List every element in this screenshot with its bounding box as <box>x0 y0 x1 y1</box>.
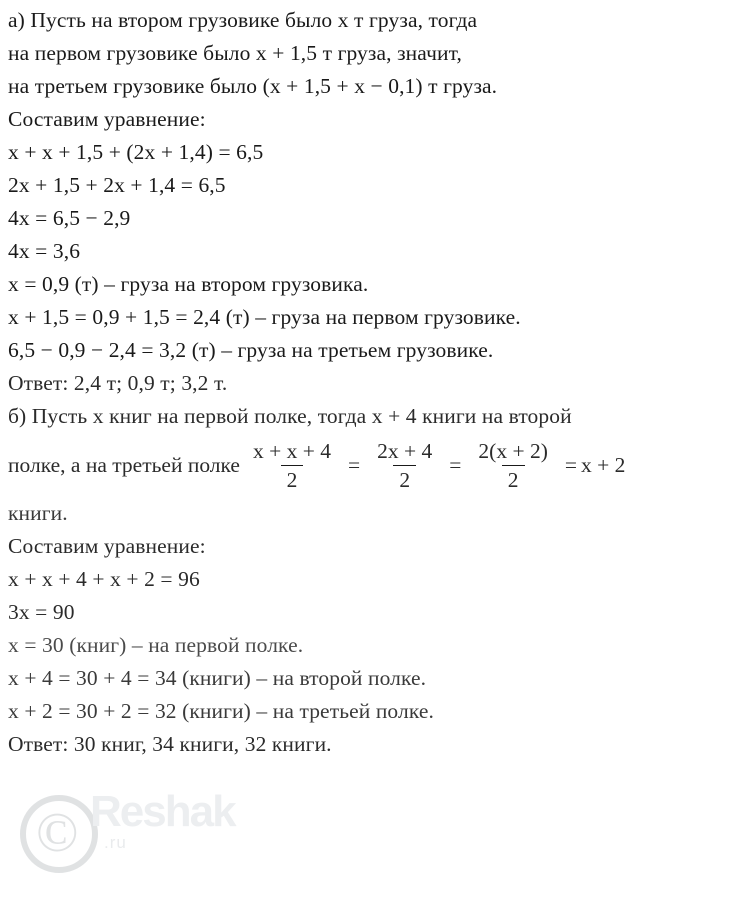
equals-sign-3: = <box>564 453 578 477</box>
watermark-circle <box>20 795 98 873</box>
answer-line-a: Ответ: 2,4 т; 0,9 т; 3,2 т. <box>8 371 228 395</box>
fraction-1 <box>247 438 337 493</box>
text-line: книги. <box>8 501 68 525</box>
fraction-3-numerator: 2(x + 2) <box>478 438 548 463</box>
equation-line: 6,5 − 0,9 − 2,4 = 3,2 (т) – груза на третьем грузовике. <box>8 338 494 362</box>
equation-line: x = 0,9 (т) – груза на втором грузовика. <box>8 272 369 296</box>
solution-body <box>8 4 725 761</box>
fraction-result-text: x + 2 <box>581 453 626 477</box>
fraction-3 <box>472 438 553 493</box>
fraction-2-denominator: 2 <box>393 465 416 493</box>
fraction-equation-line <box>8 433 725 497</box>
equation-line: 4x = 3,6 <box>8 239 81 263</box>
equation-line: x + 1,5 = 0,9 + 1,5 = 2,4 (т) – груза на первом грузовике. <box>8 305 521 329</box>
fraction-1-denominator: 2 <box>281 465 304 493</box>
text-line: на первом грузовике было x + 1,5 т груза, значит, <box>8 41 462 65</box>
watermark <box>14 767 244 887</box>
watermark-brand: Reshak <box>90 787 235 836</box>
fraction-2-numerator: 2x + 4 <box>377 438 433 463</box>
fraction-2 <box>371 438 438 493</box>
equation-line: 4x = 6,5 − 2,9 <box>8 206 131 230</box>
equation-line: x = 30 (книг) – на первой полке. <box>8 633 304 657</box>
equation-line: x + x + 1,5 + (2x + 1,4) = 6,5 <box>8 140 264 164</box>
equation-line: x + 2 = 30 + 2 = 32 (книги) – на третьей полке. <box>8 699 434 723</box>
fraction-3-denominator: 2 <box>502 465 525 493</box>
equals-sign-2: = <box>449 453 462 477</box>
text-line: б) Пусть x книг на первой полке, тогда x + 4 книги на второй <box>8 404 572 428</box>
watermark-copyright: © <box>36 802 79 864</box>
equation-line: 2x + 1,5 + 2x + 1,4 = 6,5 <box>8 173 226 197</box>
equation-line: x + 4 = 30 + 4 = 34 (книги) – на второй полке. <box>8 666 427 690</box>
equals-sign-1: = <box>348 453 361 477</box>
text-line: а) Пусть на втором грузовике было x т груза, тогда <box>8 8 478 32</box>
text-line: Составим уравнение: <box>8 534 206 558</box>
equation-line: 3x = 90 <box>8 600 75 624</box>
text-line: Составим уравнение: <box>8 107 206 131</box>
watermark-domain: .ru <box>104 833 127 852</box>
fraction-1-numerator: x + x + 4 <box>252 438 331 463</box>
fraction-prefix-text: полке, а на третьей полке <box>8 453 240 477</box>
text-line: на третьем грузовике было (x + 1,5 + x − 0,1) т груза. <box>8 74 498 98</box>
equation-line: x + x + 4 + x + 2 = 96 <box>8 567 200 591</box>
answer-line-b: Ответ: 30 книг, 34 книги, 32 книги. <box>8 732 332 756</box>
